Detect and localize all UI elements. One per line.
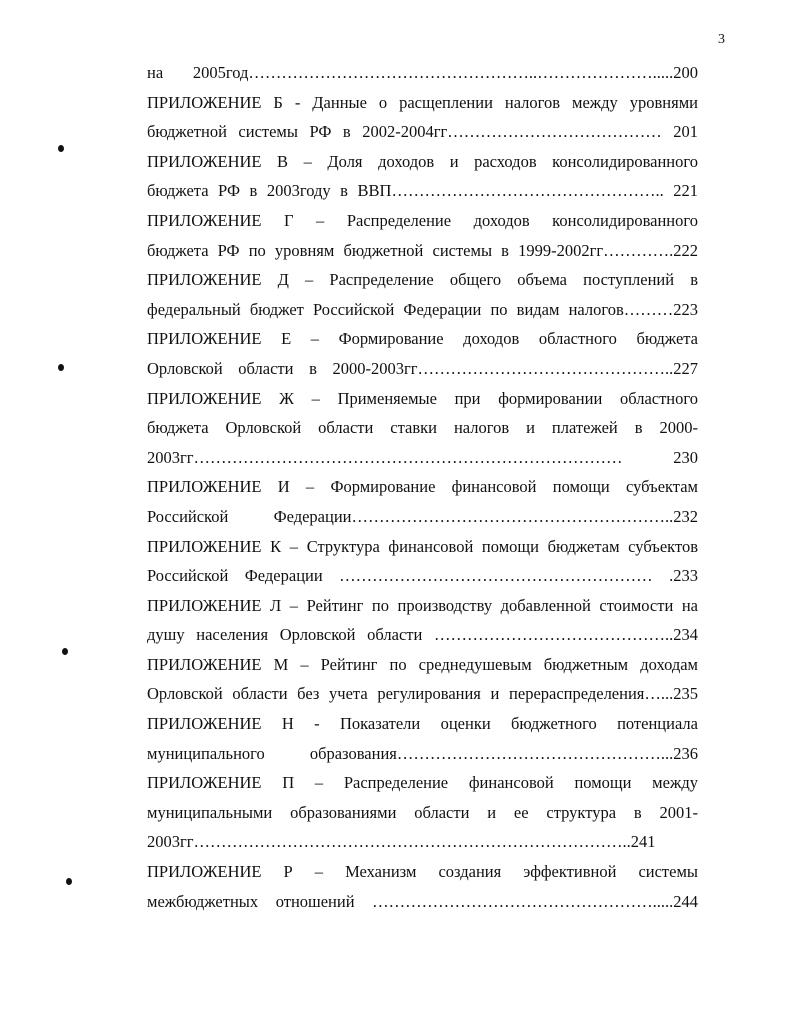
toc-line: ПРИЛОЖЕНИЕ К – Структура финансовой помощи бюджетам субъектов xyxy=(147,536,698,556)
toc-line: ПРИЛОЖЕНИЕ П – Распределение финансовой помощи между xyxy=(147,773,698,793)
toc-line: 2003гг……………………………………………………………………..241 xyxy=(147,832,656,852)
toc-line: бюджетной системы РФ в 2002-2004гг………………………………… 201 xyxy=(147,122,698,142)
toc-line: ПРИЛОЖЕНИЕ И – Формирование финансовой помощи субъектам xyxy=(147,477,698,497)
scan-mark xyxy=(62,648,68,655)
scan-mark xyxy=(58,364,64,371)
toc-line: бюджета РФ по уровням бюджетной системы в 1999-2002гг………….222 xyxy=(147,240,698,260)
table-of-contents xyxy=(147,58,698,916)
toc-line: ПРИЛОЖЕНИЕ Д – Распределение общего объема поступлений в xyxy=(147,270,698,290)
toc-line: муниципального образования…………………………………………...236 xyxy=(147,743,698,763)
toc-line: ПРИЛОЖЕНИЕ Е – Формирование доходов областного бюджета xyxy=(147,329,698,349)
toc-line: ПРИЛОЖЕНИЕ В – Доля доходов и расходов консолидированного xyxy=(147,151,698,171)
toc-line: ПРИЛОЖЕНИЕ Л – Рейтинг по производству добавленной стоимости на xyxy=(147,595,698,615)
toc-line: Орловской области в 2000-2003гг………………………………………..227 xyxy=(147,358,698,378)
toc-line: ПРИЛОЖЕНИЕ Н - Показатели оценки бюджетного потенциала xyxy=(147,714,698,734)
toc-line: ПРИЛОЖЕНИЕ Г – Распределение доходов консолидированного xyxy=(147,210,698,230)
toc-line: ПРИЛОЖЕНИЕ М – Рейтинг по среднедушевым бюджетным доходам xyxy=(147,654,698,674)
scan-mark xyxy=(66,878,72,885)
toc-line: федеральный бюджет Российской Федерации по видам налогов………223 xyxy=(147,299,698,319)
scan-mark xyxy=(58,145,64,152)
toc-line: ПРИЛОЖЕНИЕ Р – Механизм создания эффективной системы xyxy=(147,862,698,882)
toc-line: душу населения Орловской области ……………………………………..234 xyxy=(147,625,698,645)
toc-line: 2003гг…………………………………………………………………… 230 xyxy=(147,447,698,467)
toc-line: ПРИЛОЖЕНИЕ Б - Данные о расщеплении налогов между уровнями xyxy=(147,92,698,112)
toc-line: Орловской области без учета регулирования и перераспределения…...235 xyxy=(147,684,698,704)
toc-line: муниципальными образованиями области и ее структура в 2001- xyxy=(147,802,698,822)
toc-line: Российской Федерации ………………………………………………… .233 xyxy=(147,566,698,586)
toc-line: на 2005год……………………………………………..………………….....200 xyxy=(147,63,698,82)
toc-line: Российской Федерации…………………………………………………..232 xyxy=(147,506,698,526)
toc-line: межбюджетных отношений …………………………………………….....244 xyxy=(147,891,698,911)
toc-line: бюджета РФ в 2003году в ВВП………………………………………….. 221 xyxy=(147,181,698,201)
toc-line: бюджета Орловской области ставки налогов и платежей в 2000- xyxy=(147,418,698,438)
page-number: 3 xyxy=(718,32,725,47)
toc-line: ПРИЛОЖЕНИЕ Ж – Применяемые при формировании областного xyxy=(147,388,698,408)
